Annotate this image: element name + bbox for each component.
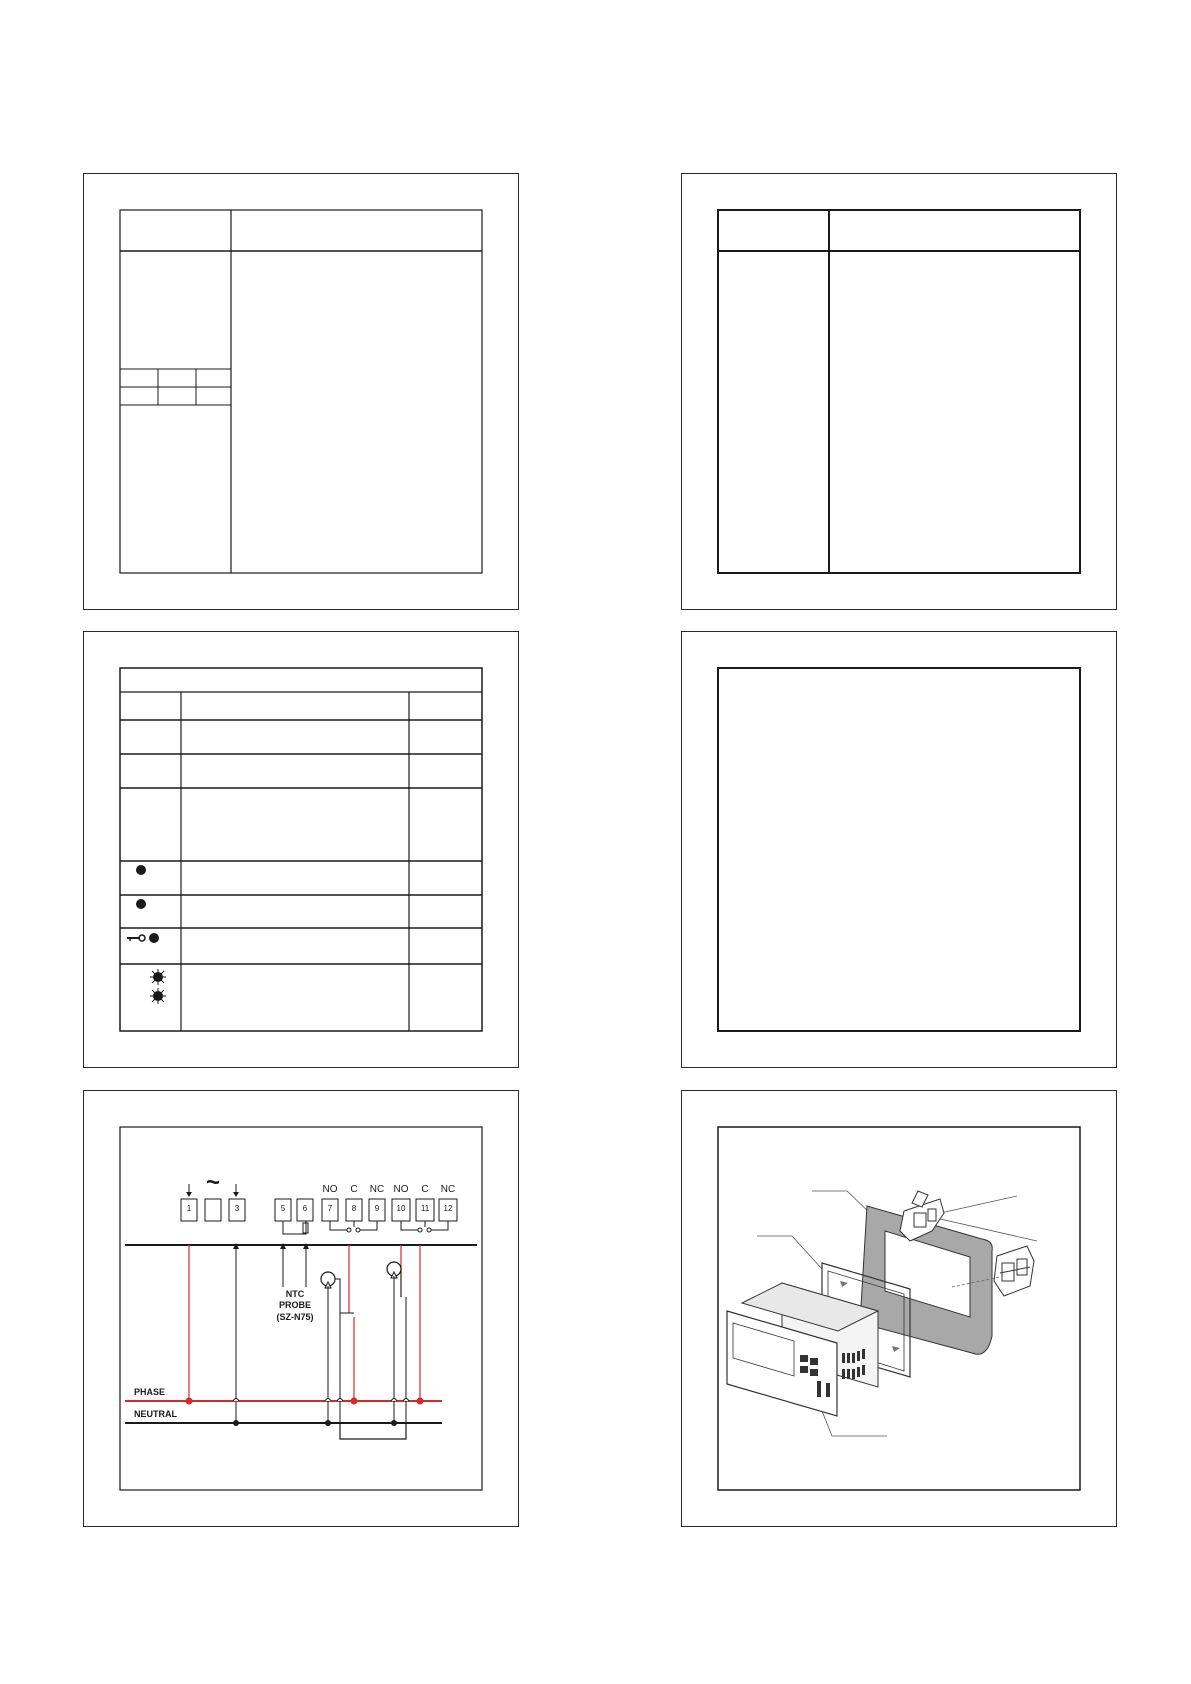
panel-mounting-diagram <box>681 1090 1117 1527</box>
panel-wiring-diagram <box>83 1090 519 1527</box>
mounting-bracket-icon <box>994 1246 1034 1296</box>
terminal-label-6: 6 <box>302 1204 308 1213</box>
terminal-label-8: 8 <box>351 1204 357 1213</box>
panel-notes-box <box>681 631 1117 1068</box>
key-lock-icon <box>127 933 159 943</box>
dot-led-icon <box>136 865 146 875</box>
terminal-label-3: 3 <box>234 1204 240 1213</box>
neutral-label: NEUTRAL <box>134 1409 177 1419</box>
supply-symbol: ~ <box>205 1169 220 1196</box>
mounting-diagram <box>682 1091 1118 1528</box>
relay2-c-label: C <box>421 1184 429 1195</box>
relay2-nc-label: NC <box>440 1184 456 1195</box>
terminal-label-9: 9 <box>374 1204 380 1213</box>
panel-specs-table <box>83 173 519 610</box>
terminal-label-1: 1 <box>186 1204 192 1213</box>
specs-table-grid <box>84 174 520 611</box>
sun-led-icon <box>150 988 166 1004</box>
relay1-no-label: NO <box>322 1184 338 1195</box>
dot-led-icon <box>136 899 146 909</box>
notes-box-frame <box>682 632 1118 1069</box>
relay2-no-label: NO <box>393 1184 409 1195</box>
relay1-c-label: C <box>350 1184 358 1195</box>
terminal-label-7: 7 <box>327 1204 333 1213</box>
relay1-nc-label: NC <box>369 1184 385 1195</box>
terminal-label-5: 5 <box>280 1204 286 1213</box>
panel-parameters-table <box>681 173 1117 610</box>
terminal-label-10: 10 <box>396 1204 406 1213</box>
panel-led-table <box>83 631 519 1068</box>
parameters-table-grid <box>682 174 1118 611</box>
load-2-icon <box>387 1262 406 1423</box>
sun-led-icon <box>150 969 166 985</box>
terminal-label-11: 11 <box>420 1204 430 1213</box>
phase-label: PHASE <box>134 1387 166 1397</box>
probe-label-line2: PROBE <box>278 1300 311 1310</box>
probe-label-line1: NTC <box>285 1289 305 1299</box>
controller-body-icon <box>727 1283 878 1416</box>
led-table-grid <box>84 632 520 1069</box>
terminal-label-12: 12 <box>443 1204 453 1213</box>
probe-label-line3: (SZ-N75) <box>276 1312 314 1322</box>
